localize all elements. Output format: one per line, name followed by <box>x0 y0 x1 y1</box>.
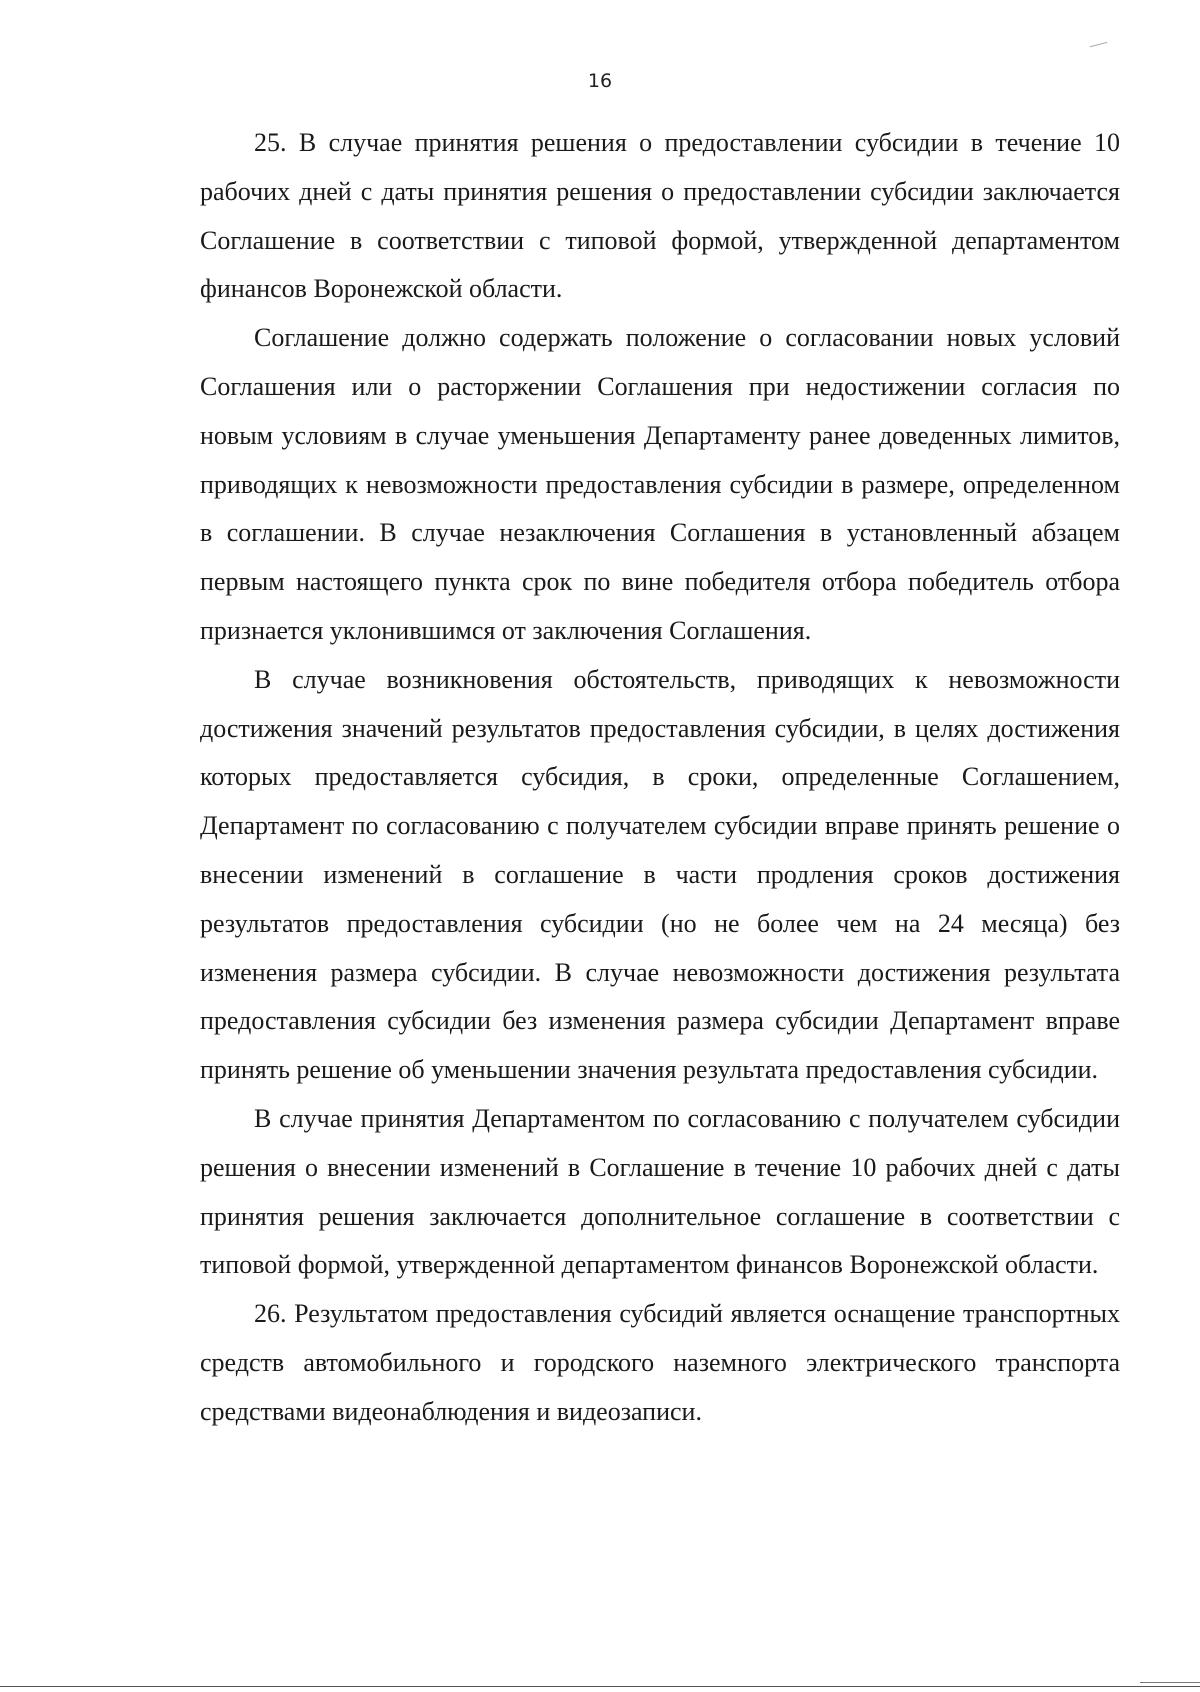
bottom-scan-edge <box>0 1686 1200 1687</box>
paragraph-26: 26. Результатом предоставления субсидий является оснащение транспортных средств автомобильного и городского наземного электрического транспорта средствами видеонаблюдения и видеозаписи. <box>200 1299 1120 1426</box>
paragraph-25: 25. В случае принятия решения о предоставлении субсидии в течение 10 рабочих дней с даты принятия решения о предоставлении субсидии заключается Соглашение в соответствии с типовой формой, утвержденной департаментом финансов Воронежской области. <box>200 128 1120 304</box>
paragraph-additional-agreement: В случае принятия Департаментом по согласованию с получателем субсидии решения о внесении изменений в Соглашение в течение 10 рабочих дней с даты принятия решения заключается дополнительное соглашение в соответствии с типовой формой, утвержденной департаментом финансов Воронежской области. <box>200 1103 1120 1280</box>
paragraph-circumstances: В случае возникновения обстоятельств, приводящих к невозможности достижения значений результатов предоставления субсидии, в целях достижения которых предоставляется субсидия, в сроки, определенные Соглашением, Департамент по согласованию с получателем субсидии вправе принять решение о внесении изменений в соглашение в части продления сроков достижения результатов предоставления субсидии (но не более чем на 24 месяца) без изменения размера субсидии. В случае невозможности достижения результата предоставления субсидии без изменения размера субсидии Департамент вправе принять решение об уменьшении значения результата предоставления субсидии. <box>200 664 1120 1085</box>
bottom-scan-edge-right <box>1140 1682 1200 1683</box>
page-number: 16 <box>587 70 613 92</box>
scan-corner-mark <box>1090 42 1109 51</box>
paragraph-agreement-terms: Соглашение должно содержать положение о согласовании новых условий Соглашения или о расторжении Соглашения при недостижении согласия по новым условиям в случае уменьшения Департаменту ранее доведенных лимитов, приводящих к невозможности предоставления субсидии в размере, определенном в соглашении. В случае незаключения Соглашения в установленный абзацем первым настоящего пункта срок по вине победителя отбора победитель отбора признается уклонившимся от заключения Соглашения. <box>200 323 1120 645</box>
document-body <box>200 119 1120 1437</box>
